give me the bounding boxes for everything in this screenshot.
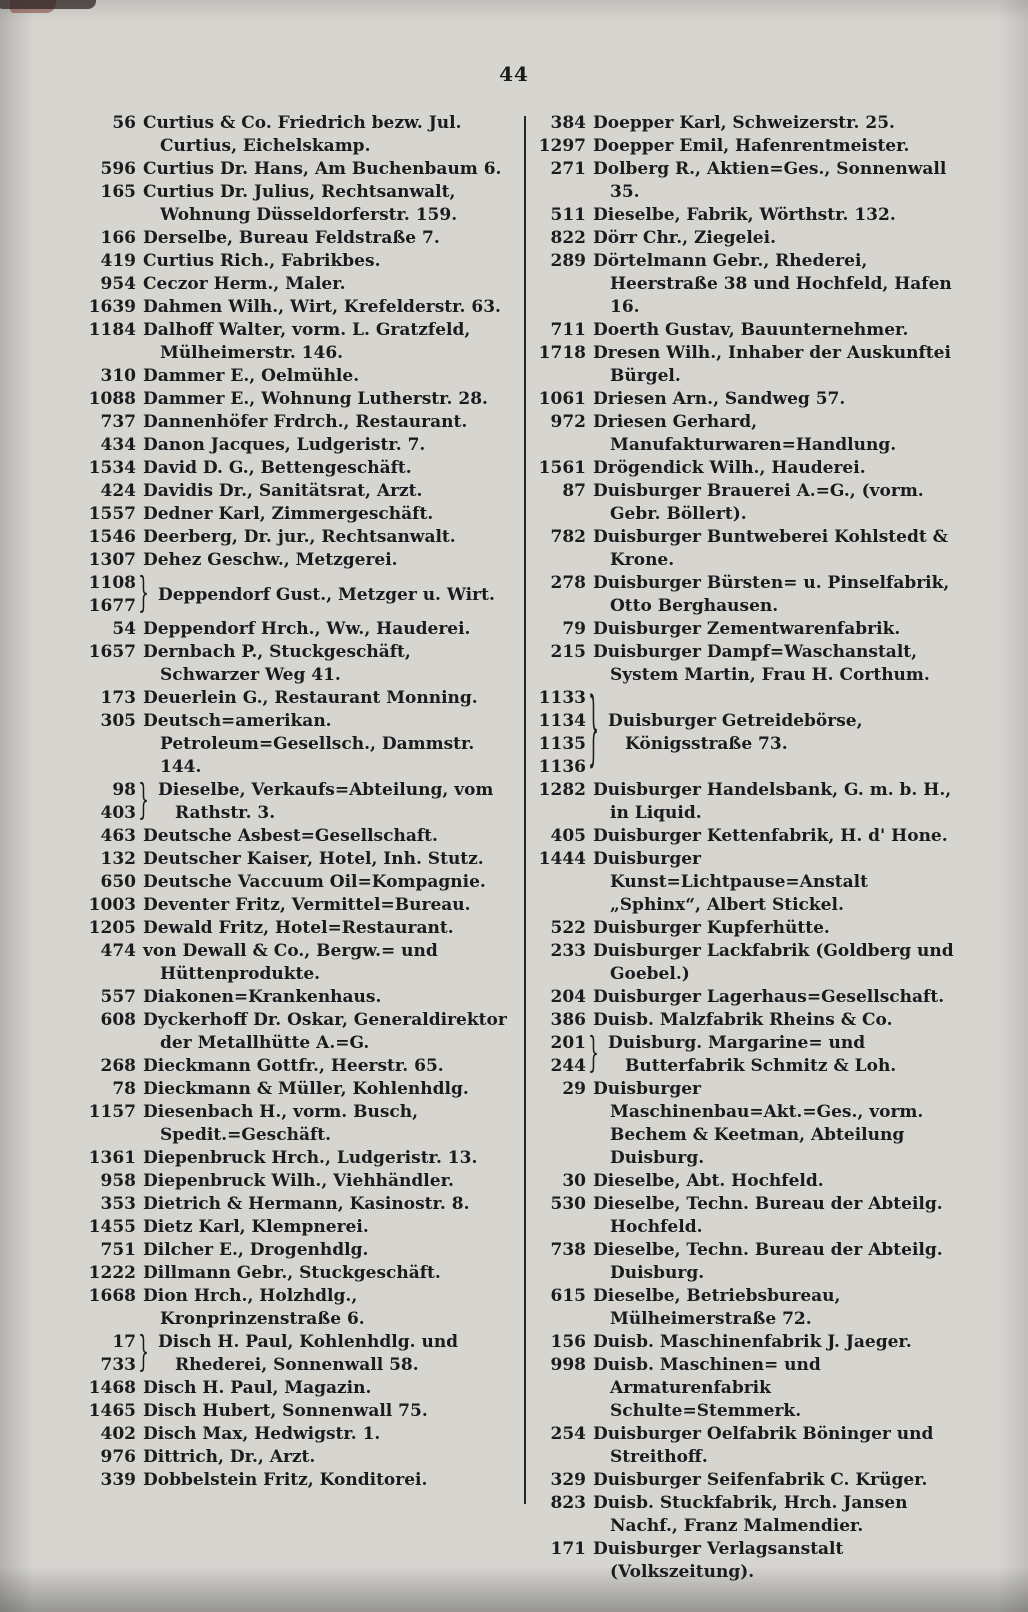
directory-entry xyxy=(536,940,960,986)
entry-text: Dillmann Gebr., Stuckgeschäft. xyxy=(143,1263,441,1283)
entry-text: Dieckmann & Müller, Kohlenhdlg. xyxy=(143,1079,469,1099)
entry-text: Dörtelmann Gebr., Rhederei, Heerstraße 38 und Hochfeld, Hafen 16. xyxy=(593,251,952,317)
entry-number: 1668 xyxy=(88,1286,136,1306)
entry-text: Ceczor Herm., Maler. xyxy=(143,274,346,294)
entry-number: 171 xyxy=(550,1539,586,1559)
directory-entry xyxy=(86,917,510,940)
directory-entry xyxy=(86,526,510,549)
directory-entry xyxy=(536,1331,960,1354)
entry-text: Dobbelstein Fritz, Konditorei. xyxy=(143,1470,428,1490)
directory-entry xyxy=(86,1469,510,1492)
entry-number: 751 xyxy=(100,1240,136,1260)
directory-entry xyxy=(86,710,510,779)
entry-number: 1455 xyxy=(88,1217,136,1237)
directory-entry xyxy=(536,1029,960,1078)
entry-number: 1205 xyxy=(88,918,136,938)
entry-number: 166 xyxy=(100,228,136,248)
entry-text: Dieselbe, Betriebsbureau, Mülheimerstraße 72. xyxy=(593,1286,841,1329)
entry-number: 419 xyxy=(100,251,136,271)
entry-number: 156 xyxy=(550,1332,586,1352)
brace-glyph: } xyxy=(138,776,149,825)
entry-text: Diepenbruck Hrch., Ludgeristr. 13. xyxy=(143,1148,478,1168)
entry-text: Disch Hubert, Sonnenwall 75. xyxy=(143,1401,428,1421)
entry-number: 738 xyxy=(550,1240,586,1260)
directory-entry xyxy=(536,779,960,825)
entry-text: Danon Jacques, Ludgeristr. 7. xyxy=(143,435,426,455)
directory-entry xyxy=(86,894,510,917)
directory-entry xyxy=(536,641,960,687)
directory-entry xyxy=(86,641,510,687)
directory-entry xyxy=(536,319,960,342)
entry-text: Doepper Emil, Hafenrentmeister. xyxy=(593,136,910,156)
entry-number: 165 xyxy=(100,182,136,202)
directory-entry xyxy=(86,158,510,181)
directory-entry xyxy=(86,1262,510,1285)
entry-number: 737 xyxy=(100,412,136,432)
entry-number: 615 xyxy=(550,1286,586,1306)
entry-text: David D. G., Bettengeschäft. xyxy=(143,458,412,478)
entry-text: Duisb. Maschinen= und Armaturenfabrik Schulte=Stemmerk. xyxy=(593,1355,821,1421)
entry-text: Dammer E., Oelmühle. xyxy=(143,366,360,386)
directory-entry xyxy=(536,618,960,641)
directory-entry xyxy=(86,227,510,250)
entry-text: Drögendick Wilh., Hauderei. xyxy=(593,458,866,478)
directory-entry xyxy=(86,480,510,503)
directory-entry xyxy=(86,1446,510,1469)
directory-entry xyxy=(86,434,510,457)
directory-entry xyxy=(86,1055,510,1078)
entry-text: Dietrich & Hermann, Kasinostr. 8. xyxy=(143,1194,470,1214)
entry-text: Dietz Karl, Klempnerei. xyxy=(143,1217,369,1237)
entry-text: Dittrich, Dr., Arzt. xyxy=(143,1447,316,1467)
entry-text: Disch H. Paul, Magazin. xyxy=(143,1378,372,1398)
entry-number: 17 733 xyxy=(100,1332,136,1375)
entry-text: Doepper Karl, Schweizerstr. 25. xyxy=(593,113,895,133)
directory-entry xyxy=(536,158,960,204)
entry-text: Driesen Gerhard, Manufakturwaren=Handlung. xyxy=(593,412,897,455)
entry-text: Diepenbruck Wilh., Viehhändler. xyxy=(143,1171,454,1191)
entry-text: Duisburger Kettenfabrik, H. d' Hone. xyxy=(593,826,948,846)
entry-number: 1718 xyxy=(538,343,586,363)
entry-text: Dammer E., Wohnung Lutherstr. 28. xyxy=(143,389,488,409)
entry-number: 522 xyxy=(550,918,586,938)
directory-entry xyxy=(536,1239,960,1285)
directory-entry xyxy=(86,569,510,618)
entry-number: 305 xyxy=(100,711,136,731)
directory-entry xyxy=(86,273,510,296)
directory-entry xyxy=(86,1328,510,1377)
entry-number: 1307 xyxy=(88,550,136,570)
entry-number: 1546 xyxy=(88,527,136,547)
entry-number: 215 xyxy=(550,642,586,662)
entry-number: 405 xyxy=(550,826,586,846)
entry-number: 823 xyxy=(550,1493,586,1513)
entry-number: 201 244 xyxy=(550,1033,586,1076)
entry-number: 1157 xyxy=(88,1102,136,1122)
entry-number: 310 xyxy=(100,366,136,386)
entry-text: Duisburger Handelsbank, G. m. b. H., in Liquid. xyxy=(593,780,952,823)
entry-text: Dannenhöfer Frdrch., Restaurant. xyxy=(143,412,468,432)
entry-number: 650 xyxy=(100,872,136,892)
directory-entry xyxy=(536,480,960,526)
directory-entry xyxy=(536,1193,960,1239)
entry-text: Diesenbach H., vorm. Busch, Spedit.=Geschäft. xyxy=(143,1102,419,1145)
entry-number: 289 xyxy=(550,251,586,271)
directory-entry xyxy=(86,181,510,227)
directory-entry xyxy=(536,917,960,940)
entry-text: Dieckmann Gottfr., Heerstr. 65. xyxy=(143,1056,444,1076)
entry-text: Diakonen=Krankenhaus. xyxy=(143,987,382,1007)
entry-text: Dehez Geschw., Metzgerei. xyxy=(143,550,398,570)
entry-number: 1133 1134 1135 1136 xyxy=(538,688,586,777)
entry-number: 1003 xyxy=(88,895,136,915)
entry-text: Dalhoff Walter, vorm. L. Gratzfeld, Mülheimerstr. 146. xyxy=(143,320,471,363)
brace-glyph: } xyxy=(138,569,149,618)
entry-number: 87 xyxy=(562,481,586,501)
directory-entry xyxy=(86,388,510,411)
entry-text: Deutsche Asbest=Gesellschaft. xyxy=(143,826,438,846)
entry-number: 972 xyxy=(550,412,586,432)
entry-text: Dieselbe, Verkaufs=Abteilung, vom Rathstr. 3. xyxy=(158,780,494,823)
entry-number: 557 xyxy=(100,987,136,1007)
entry-text: Duisburger Brauerei A.=G., (vorm. Gebr. Böllert). xyxy=(593,481,924,524)
entry-text: Dilcher E., Drogenhdlg. xyxy=(143,1240,369,1260)
entry-text: Duisburger Verlagsanstalt (Volkszeitung). xyxy=(593,1539,844,1582)
directory-entry xyxy=(536,1285,960,1331)
entry-text: Dedner Karl, Zimmergeschäft. xyxy=(143,504,434,524)
directory-entry xyxy=(86,871,510,894)
entry-number: 463 xyxy=(100,826,136,846)
entry-text: Disch H. Paul, Kohlenhdlg. und Rhederei, Sonnenwall 58. xyxy=(158,1332,459,1375)
directory-entry xyxy=(536,1538,960,1584)
entry-number: 271 xyxy=(550,159,586,179)
entry-text: Derselbe, Bureau Feldstraße 7. xyxy=(143,228,440,248)
directory-entry xyxy=(536,682,960,779)
entry-number: 1468 xyxy=(88,1378,136,1398)
directory-entry xyxy=(86,1193,510,1216)
column-divider xyxy=(524,116,526,1504)
directory-entry xyxy=(86,411,510,434)
entry-number: 1534 xyxy=(88,458,136,478)
entry-text: Duisburger Kunst=Lichtpause=Anstalt „Sphinx“, Albert Stickel. xyxy=(593,849,868,915)
entry-number: 511 xyxy=(550,205,586,225)
entry-text: Deppendorf Hrch., Ww., Hauderei. xyxy=(143,619,471,639)
entry-number: 233 xyxy=(550,941,586,961)
entry-number: 958 xyxy=(100,1171,136,1191)
entry-number: 56 xyxy=(112,113,136,133)
directory-entry xyxy=(86,1377,510,1400)
entry-text: Dewald Fritz, Hotel=Restaurant. xyxy=(143,918,454,938)
directory-entry xyxy=(536,986,960,1009)
entry-text: Duisburger Oelfabrik Böninger und Streithoff. xyxy=(593,1424,934,1467)
entry-number: 54 xyxy=(112,619,136,639)
entry-text: Curtius Dr. Hans, Am Buchenbaum 6. xyxy=(143,159,502,179)
directory-entry xyxy=(86,1423,510,1446)
entry-text: Deutsch=amerikan. Petroleum=Gesellsch., Dammstr. 144. xyxy=(143,711,475,777)
entry-number: 596 xyxy=(100,159,136,179)
page-number: 44 xyxy=(499,62,529,86)
entry-text: Dion Hrch., Holzhdlg., Kronprinzenstraße 6. xyxy=(143,1286,365,1329)
entry-text: Dieselbe, Abt. Hochfeld. xyxy=(593,1171,824,1191)
entry-text: Curtius Rich., Fabrikbes. xyxy=(143,251,381,271)
entry-number: 608 xyxy=(100,1010,136,1030)
brace-glyph: } xyxy=(588,682,599,779)
directory-entry xyxy=(536,1170,960,1193)
directory-columns xyxy=(86,112,960,1584)
entry-text: Duisburger Lagerhaus=Gesellschaft. xyxy=(593,987,945,1007)
entry-number: 1184 xyxy=(88,320,136,340)
entry-text: Deutscher Kaiser, Hotel, Inh. Stutz. xyxy=(143,849,484,869)
entry-text: Duisb. Malzfabrik Rheins & Co. xyxy=(593,1010,893,1030)
directory-entry xyxy=(536,526,960,572)
directory-entry xyxy=(86,1078,510,1101)
entry-number: 1108 1677 xyxy=(88,573,136,616)
entry-text: Curtius & Co. Friedrich bezw. Jul. Curtius, Eichelskamp. xyxy=(143,113,462,156)
directory-entry xyxy=(86,503,510,526)
directory-entry xyxy=(536,388,960,411)
directory-entry xyxy=(536,411,960,457)
directory-entry xyxy=(86,986,510,1009)
entry-number: 1465 xyxy=(88,1401,136,1421)
entry-text: Duisburger Kupferhütte. xyxy=(593,918,830,938)
entry-number: 1297 xyxy=(538,136,586,156)
entry-text: Dörr Chr., Ziegelei. xyxy=(593,228,776,248)
entry-number: 78 xyxy=(112,1079,136,1099)
entry-number: 254 xyxy=(550,1424,586,1444)
scan-artifact-dark xyxy=(0,0,96,9)
entry-text: Duisb. Maschinenfabrik J. Jaeger. xyxy=(593,1332,912,1352)
directory-entry xyxy=(86,1285,510,1331)
directory-entry xyxy=(536,848,960,917)
entry-number: 384 xyxy=(550,113,586,133)
entry-number: 424 xyxy=(100,481,136,501)
directory-entry xyxy=(86,549,510,572)
directory-entry xyxy=(86,457,510,480)
directory-entry xyxy=(86,1147,510,1170)
directory-entry xyxy=(536,1469,960,1492)
entry-number: 339 xyxy=(100,1470,136,1490)
entry-text: Duisburg. Margarine= und Butterfabrik Schmitz & Loh. xyxy=(608,1033,897,1076)
entry-number: 1282 xyxy=(538,780,586,800)
directory-entry xyxy=(86,250,510,273)
entry-number: 132 xyxy=(100,849,136,869)
entry-text: Deppendorf Gust., Metzger u. Wirt. xyxy=(158,584,495,605)
entry-text: Disch Max, Hedwigstr. 1. xyxy=(143,1424,381,1444)
entry-text: Duisburger Seifenfabrik C. Krüger. xyxy=(593,1470,928,1490)
left-column xyxy=(86,112,510,1492)
directory-entry xyxy=(86,1239,510,1262)
directory-entry xyxy=(86,319,510,365)
entry-text: von Dewall & Co., Bergw.= und Hüttenprodukte. xyxy=(143,941,438,984)
entry-number: 98 403 xyxy=(100,780,136,823)
entry-text: Duisburger Bürsten= u. Pinselfabrik, Otto Berghausen. xyxy=(593,573,950,616)
directory-entry xyxy=(86,776,510,825)
directory-entry xyxy=(86,112,510,158)
entry-number: 1639 xyxy=(88,297,136,317)
directory-entry xyxy=(536,342,960,388)
entry-number: 1557 xyxy=(88,504,136,524)
directory-entry xyxy=(86,940,510,986)
entry-number: 30 xyxy=(562,1171,586,1191)
entry-text: Deventer Fritz, Vermittel=Bureau. xyxy=(143,895,471,915)
entry-number: 1061 xyxy=(538,389,586,409)
entry-text: Duisburger Zementwarenfabrik. xyxy=(593,619,901,639)
directory-entry xyxy=(536,825,960,848)
directory-entry xyxy=(86,687,510,710)
directory-entry xyxy=(536,227,960,250)
entry-number: 1561 xyxy=(538,458,586,478)
directory-entry xyxy=(536,457,960,480)
entry-number: 711 xyxy=(550,320,586,340)
entry-number: 822 xyxy=(550,228,586,248)
entry-number: 204 xyxy=(550,987,586,1007)
entry-text: Deuerlein G., Restaurant Monning. xyxy=(143,688,478,708)
entry-number: 474 xyxy=(100,941,136,961)
entry-text: Dernbach P., Stuckgeschäft, Schwarzer Weg 41. xyxy=(143,642,411,685)
entry-text: Duisburger Dampf=Waschanstalt, System Martin, Frau H. Corthum. xyxy=(593,642,930,685)
entry-text: Davidis Dr., Sanitätsrat, Arzt. xyxy=(143,481,423,501)
entry-text: Dahmen Wilh., Wirt, Krefelderstr. 63. xyxy=(143,297,501,317)
directory-entry xyxy=(536,1423,960,1469)
directory-entry xyxy=(536,112,960,135)
directory-entry xyxy=(536,1354,960,1423)
entry-number: 1361 xyxy=(88,1148,136,1168)
entry-number: 434 xyxy=(100,435,136,455)
directory-entry xyxy=(86,618,510,641)
entry-text: Dyckerhoff Dr. Oskar, Generaldirektor der Metallhütte A.=G. xyxy=(143,1010,507,1053)
entry-number: 402 xyxy=(100,1424,136,1444)
directory-entry xyxy=(536,1009,960,1032)
directory-entry xyxy=(86,365,510,388)
entry-number: 278 xyxy=(550,573,586,593)
entry-text: Dolberg R., Aktien=Ges., Sonnenwall 35. xyxy=(593,159,947,202)
directory-entry xyxy=(86,1216,510,1239)
directory-entry xyxy=(536,572,960,618)
directory-entry xyxy=(86,296,510,319)
directory-entry xyxy=(86,848,510,871)
entry-text: Duisburger Lackfabrik (Goldberg und Goebel.) xyxy=(593,941,954,984)
entry-number: 386 xyxy=(550,1010,586,1030)
entry-number: 29 xyxy=(562,1079,586,1099)
entry-text: Dieselbe, Techn. Bureau der Abteilg. Duisburg. xyxy=(593,1240,943,1283)
entry-text: Deerberg, Dr. jur., Rechtsanwalt. xyxy=(143,527,456,547)
entry-text: Doerth Gustav, Bauunternehmer. xyxy=(593,320,909,340)
directory-entry xyxy=(86,1400,510,1423)
entry-number: 329 xyxy=(550,1470,586,1490)
entry-number: 1088 xyxy=(88,389,136,409)
entry-text: Dieselbe, Techn. Bureau der Abteilg. Hochfeld. xyxy=(593,1194,943,1237)
entry-text: Driesen Arn., Sandweg 57. xyxy=(593,389,846,409)
entry-text: Curtius Dr. Julius, Rechtsanwalt, Wohnung Düsseldorferstr. 159. xyxy=(143,182,458,225)
entry-number: 998 xyxy=(550,1355,586,1375)
brace-glyph: } xyxy=(588,1029,599,1078)
directory-entry xyxy=(86,825,510,848)
entry-number: 954 xyxy=(100,274,136,294)
entry-text: Duisburger Buntweberei Kohlstedt & Krone. xyxy=(593,527,948,570)
right-column xyxy=(536,112,960,1584)
directory-entry xyxy=(536,135,960,158)
entry-text: Dieselbe, Fabrik, Wörthstr. 132. xyxy=(593,205,896,225)
entry-number: 1444 xyxy=(538,849,586,869)
entry-number: 782 xyxy=(550,527,586,547)
entry-number: 173 xyxy=(100,688,136,708)
entry-number: 530 xyxy=(550,1194,586,1214)
entry-number: 353 xyxy=(100,1194,136,1214)
directory-entry xyxy=(536,204,960,227)
directory-entry xyxy=(536,1078,960,1170)
entry-text: Duisburger Getreidebörse, Königsstraße 73. xyxy=(608,711,863,754)
directory-entry xyxy=(86,1170,510,1193)
entry-number: 79 xyxy=(562,619,586,639)
entry-number: 976 xyxy=(100,1447,136,1467)
brace-glyph: } xyxy=(138,1328,149,1377)
entry-number: 268 xyxy=(100,1056,136,1076)
entry-text: Duisb. Stuckfabrik, Hrch. Jansen Nachf., Franz Malmendier. xyxy=(593,1493,908,1536)
directory-entry xyxy=(86,1101,510,1147)
entry-text: Duisburger Maschinenbau=Akt.=Ges., vorm. Bechem & Keetman, Abteilung Duisburg. xyxy=(593,1079,924,1168)
directory-entry xyxy=(536,250,960,319)
entry-number: 1222 xyxy=(88,1263,136,1283)
entry-number: 1657 xyxy=(88,642,136,662)
directory-entry xyxy=(86,1009,510,1055)
entry-text: Deutsche Vaccuum Oil=Kompagnie. xyxy=(143,872,486,892)
entry-text: Dresen Wilh., Inhaber der Auskunftei Bürgel. xyxy=(593,343,951,386)
directory-entry xyxy=(536,1492,960,1538)
